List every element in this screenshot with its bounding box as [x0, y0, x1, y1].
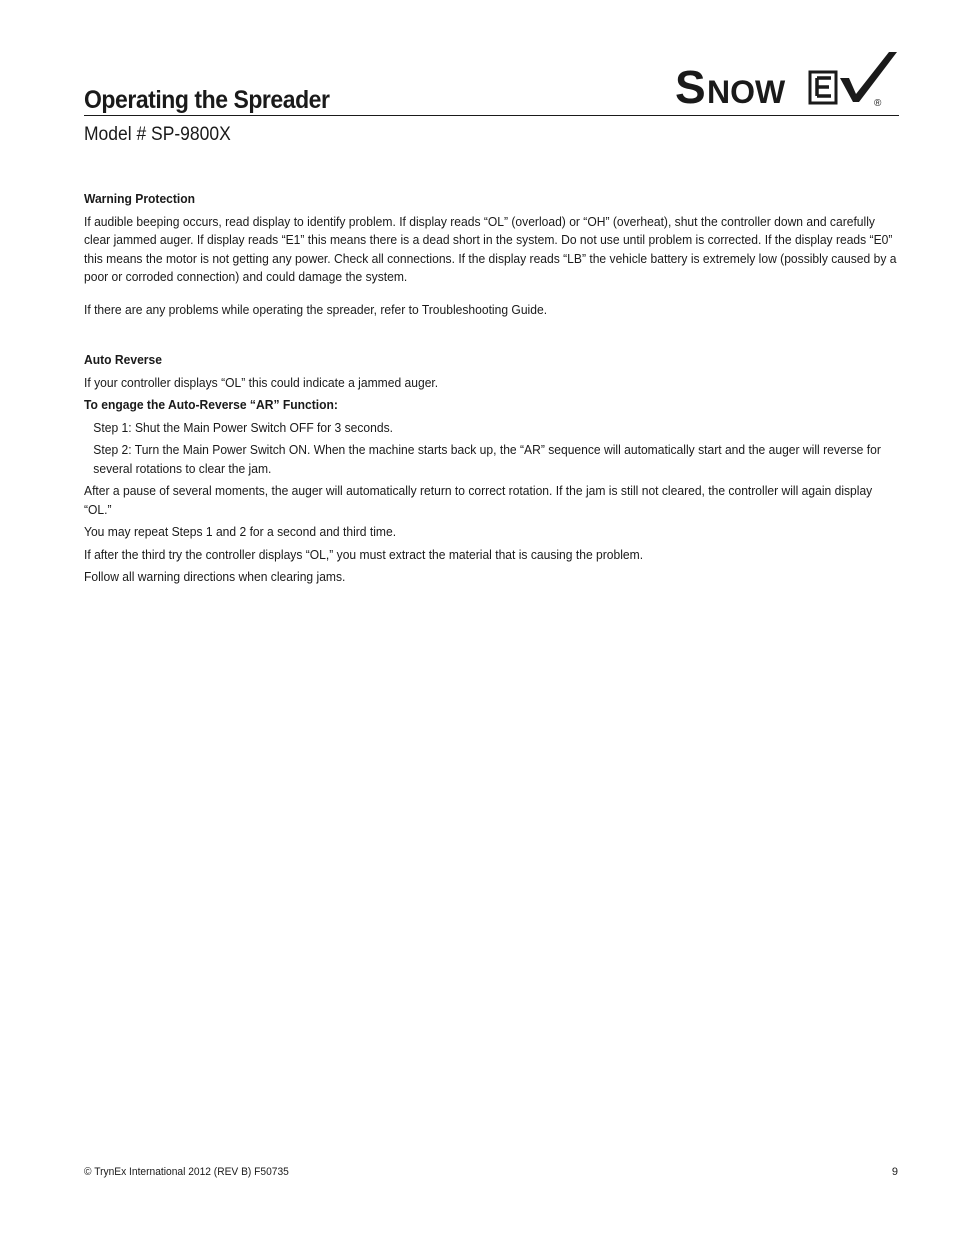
footer-copyright: © TrynEx International 2012 (REV B) F50735: [84, 1166, 289, 1178]
main-content: [84, 190, 899, 587]
logo-letter-e: [817, 78, 831, 96]
step-1: Step 1: Shut the Main Power Switch OFF for 3 seconds.: [93, 419, 394, 435]
page-title: Operating the Spreader: [84, 86, 330, 114]
logo-letters-now: NOW: [707, 74, 786, 108]
logo-checkmark: [840, 52, 897, 102]
auto-reverse-intro: If your controller displays “OL” this could indicate a jammed auger.: [84, 374, 439, 390]
repeat-steps-paragraph: You may repeat Steps 1 and 2 for a second and third time.: [84, 524, 397, 539]
step-2: Step 2: Turn the Main Power Switch ON. When the machine starts back up, the “AR” sequence will automatically start and the auger will reverse for several rotations to clear the jam.: [93, 442, 881, 476]
troubleshooting-note: If there are any problems while operating the spreader, refer to Troubleshooting Guide.: [84, 301, 548, 317]
section-heading-auto-reverse: Auto Reverse: [84, 352, 162, 367]
warning-paragraph: If audible beeping occurs, read display to identify problem. If display reads “OL” (overload) or “OH” (overheat), shut the controller down and carefully clear jammed auger. If display reads “E1” this means there is a dead short in the system. Do not use until problem is corrected. If the display reads “E0” this means the motor is not getting any power. Check all connections. If the display reads “LB” the vehicle battery is extremely low (possibly caused by a poor or corroded connection) and could damage the system.: [84, 213, 897, 284]
footer-page-number: 9: [891, 1166, 898, 1178]
section-heading-warning-protection: Warning Protection: [84, 191, 196, 206]
header-divider: [84, 115, 899, 116]
follow-warnings-paragraph: Follow all warning directions when clearing jams.: [84, 569, 346, 584]
model-number: Model # SP-9800X: [84, 124, 231, 145]
snowex-logo: [675, 48, 900, 108]
logo-registered-mark: ®: [874, 98, 882, 108]
engage-heading: To engage the Auto-Reverse “AR” Function:: [84, 397, 338, 412]
third-try-paragraph: If after the third try the controller displays “OL,” you must extract the material that is causing the problem.: [84, 546, 644, 562]
logo-letter-s: S: [675, 61, 706, 108]
after-pause-paragraph: After a pause of several moments, the auger will automatically return to correct rotation. If the jam is still not cleared, the controller will again display “OL.”: [84, 483, 873, 517]
